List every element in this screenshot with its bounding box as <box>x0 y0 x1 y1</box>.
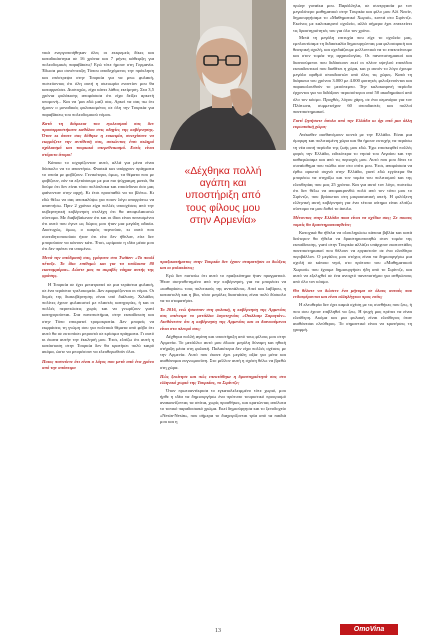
pull-quote-line: στην Αρμενία» <box>189 214 257 226</box>
article-paragraph: Κάποιο το ισχυρίζονταν αυτό, αλλά για μένα είναι δύσκολο να το απαντήσω. Φυσικά και υπάρχουν πράγματα το οποία με φοβίζουν. Γενικότερα, όμως, τα θέματα που με φοβίζουν, εάν τα εξετάσουμε με μια πιο ψύχραιμη ματιά, θα δούμε ότι δεν είναι τόσο πολύπλοκα και επικίνδυνα όσο μας φαίνονταν στην αρχή. Κι έτσι προσπαθώ να τα βλέπω. Κι εδώ θέλω να σας αποκαλύψω για ποιον λόγο απορρίπτω να απαντήσω. Πριν 2 χρόνια είχα πολλές υποσχέσεις από την κυβερνητική κυβέρνηση στελέχη ότι θα αποφυλακιστώ σύντομα. Με διαβεβαίωναν ότι και οι ίδιοι είναι πεπεισμένοι ότι αυτό που έγινε ως δώρος μου ήταν μια μεγάλη αδικία. Δυστυχώς, όμως, ο καιρός περνούσε, κι αυτό που συνειδητοποιούσα ήταν ότι είτε δεν ήθελαν, είτε δεν μπορούσαν να κάνουν κάτι. Έτσι, ωρίμασε η ιδέα μέσα μου ότι δεν πρέπει να υπομένω. <box>42 159 154 251</box>
pull-quote-line: «Δέχθηκα πολλή <box>184 166 262 177</box>
left-column <box>42 50 154 373</box>
interview-question: Γιατί ζητήσατε άσυλο από την Ελλάδα κι όχι από μια άλλη ευρωπαϊκή χώρα; <box>293 118 412 130</box>
pull-quote-line: αγάπη και <box>199 178 247 190</box>
interview-question: Μετά την απόδρασή σας, γράφατε στο Twitter: «Το πουλί πέταξε. Το ίδιο επιθυμώ και για τα υπόλοιπα 80 εκατομμύρια». Δώστε μας το ακριβές νόημα αυτής της φράσης. <box>42 255 154 279</box>
portrait-illustration <box>160 0 286 150</box>
pull-quote-line: υποστήριξη από <box>185 190 261 202</box>
interview-question: Κατά τη διάρκεια του εγκλεισμού σας δεν προσαρμοστήκατε καθόλου στις οδηγίες της κυβέρνησης. Όταν κι όποτε σας δόθηκε η ευκαιρία, συνεχίσατε να εκφράζετε την αντίθεσή σας, ασκώντας έτσι σκληρό σχόλιασμό και τουρκικό υπερεθνικισμό. Εσείς είναι στόρυτο άτομο! <box>42 120 154 157</box>
interview-question: πραξικοπήματος στην Τουρκία δεν έχουν σταματήσει οι διώξεις και οι φυλακίσεις; <box>160 259 286 271</box>
article-paragraph: Η Τουρκία σε έχει μετατραπεί σε μια τεράστια φυλακή, σε ένα τεράστιο τρελοκομείο. Δεν εφαρμόζονται οι νόμοι. Οι δομές της διακυβέρνησης είναι υπό διάλυση. Χιλιάδες πολίτες έχουν φυλακιστεί με πλαστές κατηγορίες, ή και οι πολλές περιπτώσεις χωρίς και να γνωρίζουν γιατί κατηγορούνται. Στα πανεπιστήμια, στην εκπαίδευση και στην Τύπο επικρατεί τρομοκρατία. Δεν μπορείς να εκφράσεις τη γνώμη σου για πολιτικά θέματα από φόβο ότι αυτό θα σε εκτοπίσει μπροστά σε κρίσιμα πράγματα. Γι αυτό κι έκανα αυτήν την έκκλησή μου. Έτσι, ελπίζω ότι αυτή η κατάσταση στην Τουρκία δεν θα κρατήσει πολύ καιρό ακόμα, ώστε να μπορέσουν να ελευθερωθούν όλοι. <box>42 281 154 355</box>
page-number: 13 <box>215 628 221 634</box>
article-paragraph: Μετά τη μεγάλη επιτυχία που είχε το σχολείο μας, εμπλουτίσαμε τη διδασκαλία δημιουργώντας μια φιλοσοφική και θεατρική σχολή, και σχεδιάζουμε μελλοντικά να το επεκτείνουμε και στον τομέα της αρχαιολογίας. Οι πανεπιστημιακοί και διανοούμενοι που διδάσκουν εκεί οι πλέον υψηλού επιπέδου εκπαιδευτικοί που διαθέτει η χώρα, και γι αυτόν το λόγο έχουμε μεγάλο αριθμό σπουδαστών από όλες τις χώρες. Κατά τη διάρκεια του χρόνου 3.000 με 4.000 φοιτητές φιλοξενούνται και παρακολουθούν το μεσόπεμπο. Την καλοκαιρινή περίοδο έρχονται για να διδάξουν περισσότεροι από 50 ακαδημαϊκοί από όλο τον κόσμο. Προχθές, λόγου χάρη, σε ένα σεμινάριο για τον Πλάτωνα, συμμετείχαν 60 σπουδαστές και πολλοί πανεπιστημιακοί. <box>293 34 412 114</box>
interview-question: Ποιος πιστεύετε ότι είναι ο λόγος που μετά από ένα χρόνο από την απόπειρα <box>42 358 154 370</box>
article-paragraph: Όταν πρωτοαντίκρισα το εγκαταλελειμμένο τότε χωριό, μου ήρθε η ιδέα να δημιουργήσω ένα πρότυπο τουριστικό προορισμό ανακαινίζοντας τα σπίτια, χωρίς προσθήκες, και κρατώντας απόλυτα το τοπικό παραδοσιακό χρώμα. Εκεί δημιούργησα και το ξενοδοχείο «Nesin-Nesin», που σήμερα το διαχειρίζονται τρία από τα παιδιά μου και η <box>160 387 286 424</box>
interview-question: Μένοντας στην Ελλάδα ποια είναι τα σχέδια σας; Σε ποιους τομείς θα δραστηριοποιηθείτε; <box>293 215 412 227</box>
article-paragraph: Κατοχικά θα ήθελα να ολοκληρώσω κάποια βιβλία και κατά δεύτερον θα ήθελα να δραστηριοποιηθώ στον τομέα της εκπαίδευσης, γιατί στην Τουρκία αλλάζει υπάρχουν εκατοντάδες πανεπιστημιακοί που θέλουν να εργαστούν σε ένα ελεύθερο περιβάλλον. Ο μεγάλος μου στόχος είναι να δημιουργήσω μια σχολή σε κάποιο νησί, στο πρότυπο του «Μαθηματικού Χωριού» που έχουμε δημιουργήσει ήδη από το Σιρίντζε, και αυτό να εξελιχθεί σε ένα ανοιχτό πανεπιστήμιο για ανθρώπους από όλο τον κόσμο. <box>293 229 412 284</box>
pull-quote-line: τους φίλους μου <box>185 202 261 214</box>
article-paragraph: Δέχθηκα πολλή αγάπη και υποστήριξη από τους φίλους μου στην Αρμενία. Το μετάλλιο αυτό μου έδωσε μεγάλη δύναμη και ηθική στήριξη μέσα στη φυλακή. Παλαιότερα δεν είχα πολλές σχέσεις με την Αρμενία. Αυτό που έκανε έχει μεγάλη αξία για μένα και αισθάνομαι ευγνωμοσύνη. Στο μέλλον αυτή η σχέση θέλω να βρεθώ στη χώρα. <box>160 333 286 370</box>
article-paragraph: Εγώ δεν πιστεύω ότι αυτό το πραξικόπημα ήταν πραγματικό. Ήταν σκηνοθετημένο από την κυβέρνηση, για να μπορέσει να «καθαρίσει» τους πολιτικούς της αντιπάλους. Απεί και λαβίρου, η καταστολή και η βία, τόσο μεγάλες διαστάσεις είναι πολύ δύσκολο να τα σταματήσει. <box>160 273 286 303</box>
portrait-photo <box>160 0 286 150</box>
interview-question: Θα θέλατε να δώσετε ένα μήνυμα σε όλους αυτούς που ενδιαφέρονται και είναι αλληλέγγυοι προς εσάς; <box>293 288 412 300</box>
article-paragraph: Ανέκαθεν αισθανόμουν κοντά με την Ελλάδα. Είναι μια όμορφη και πολιτισμένη χώρα και θα ήμουν ευτυχής να περάσω τη νέα αυτή περίοδο της ζωής μου εδώ. Έχω επισκεφθεί πολλές φορές την Ελλάδα, ειδικότερα το νησιά του Αιγαίου και την καθιερώσαμε και από τις περιοχές μου. Αυτό που μου δίνει το συναίσθημα που νιώθω σαν στο σπίτι μου. Έτσι, αποφάσισα να έρθω αρκετά συχνά στην Ελλάδα, γιατί εδώ εγγύτερα θα μπορέσω να στηρίξω και τον τομέα του πολιτισμού και της ελευθερίας που μας 25 χρόνια. Και για αυτό τον λόγο, πιστεύω ότι δεν θέλω να απομακρυνθώ πολύ από τον τόπο μου το Σιρίντζε, που βρίσκεται στη μικρασιατική ακτή. Η φιλόξενη ελληνική αυτή κυβέρνηση για ένα τέτοιο αίτημα είναι ελπίζω σύντομα να μου δοθεί το άσυλο. <box>293 132 412 212</box>
pull-quote <box>166 166 280 227</box>
magazine-logo: OmoVina <box>340 624 398 635</box>
article-paragraph: πρώην γυναίκα μου. Παράλληλα, σε συνεργασία με τον μεγαλύτερο μαθηματικό στην Τουρκία και φίλο μου Αλί Νεσίν, δημιουργήσαμε το «Μαθηματικό Χωριό», κοντά στο Σιρίντζε. Εκείνος με καλοκαιρινό σχολείο, αλλά σήμερα έχει επεκτείνει τις δραστηριότητές του για όλο τον χρόνο. <box>293 3 412 33</box>
interview-question: Πώς ξεκίνησε και πώς επεκτάθηκε η δραστηριότητά σας στο ελληνικό χωριό της Τουρκίας, το Σιρίντζε; <box>160 373 286 385</box>
article-paragraph: νικά ενεργοποιήθηκαν όλες οι εκκρεμείς δίκες και καταδικάστηκα σε 16 χρόνια και 7 μήνες κάθειρξη για πολεοδομικές παραβάσεις! Εγώ τότε ήμουν στη Γερμανία. Έδωσα μια συνέντευξη Τύπου αποδεχόμενος την πρόκληση και επέστρεψα στην Τουρκία για να μπω φυλακή, πιστεύοντας ότι όλη αυτή η σκευωρία εναντίον μου θα καταρρεύσει. Δυστυχώς, είχα κάνει λάθος εκτίμηση. Στα 3,5 χρόνια φυλάκισης αποφάσισα ότι είχα δείξει αρκετή υπομονή... Και να 'μαι εδώ μαζί σας. Αρκεί να σας πω ότι ήμουν ο μοναδικός φυλακισμένος σε όλη την Τουρκία για παραβάσεις του πολεοδομικού νόμου. <box>42 50 154 117</box>
interview-question: Το 2016, ενώ ήσασταν στη φυλακή, η κυβέρνηση της Αρμενίας σας απένειμε το μετάλλιο λογοτεχνίας «Ουιλλιαμ Σαρογιάν». Αισθάνεστε ότι η κυβέρνηση της Αρμενίας και οι διανοούμενοι είναι στο πλευρό σας; <box>160 307 286 331</box>
middle-column <box>160 256 286 426</box>
right-column <box>293 3 412 334</box>
article-paragraph: Η ελευθερία δεν έχει καμιά σχέση με τις συνθήκες που ζεις, ή που σου έχουν επιβληθεί να ζεις. Η ψυχή μας πρέπει να είναι ελεύθερη. Ακόμα και μια φυλακή είναι ελεύθερος όταν αισθάνεσαι ελεύθερος. Το σημαντικό είναι να κρατήσεις τη γραμμή. <box>293 302 412 332</box>
